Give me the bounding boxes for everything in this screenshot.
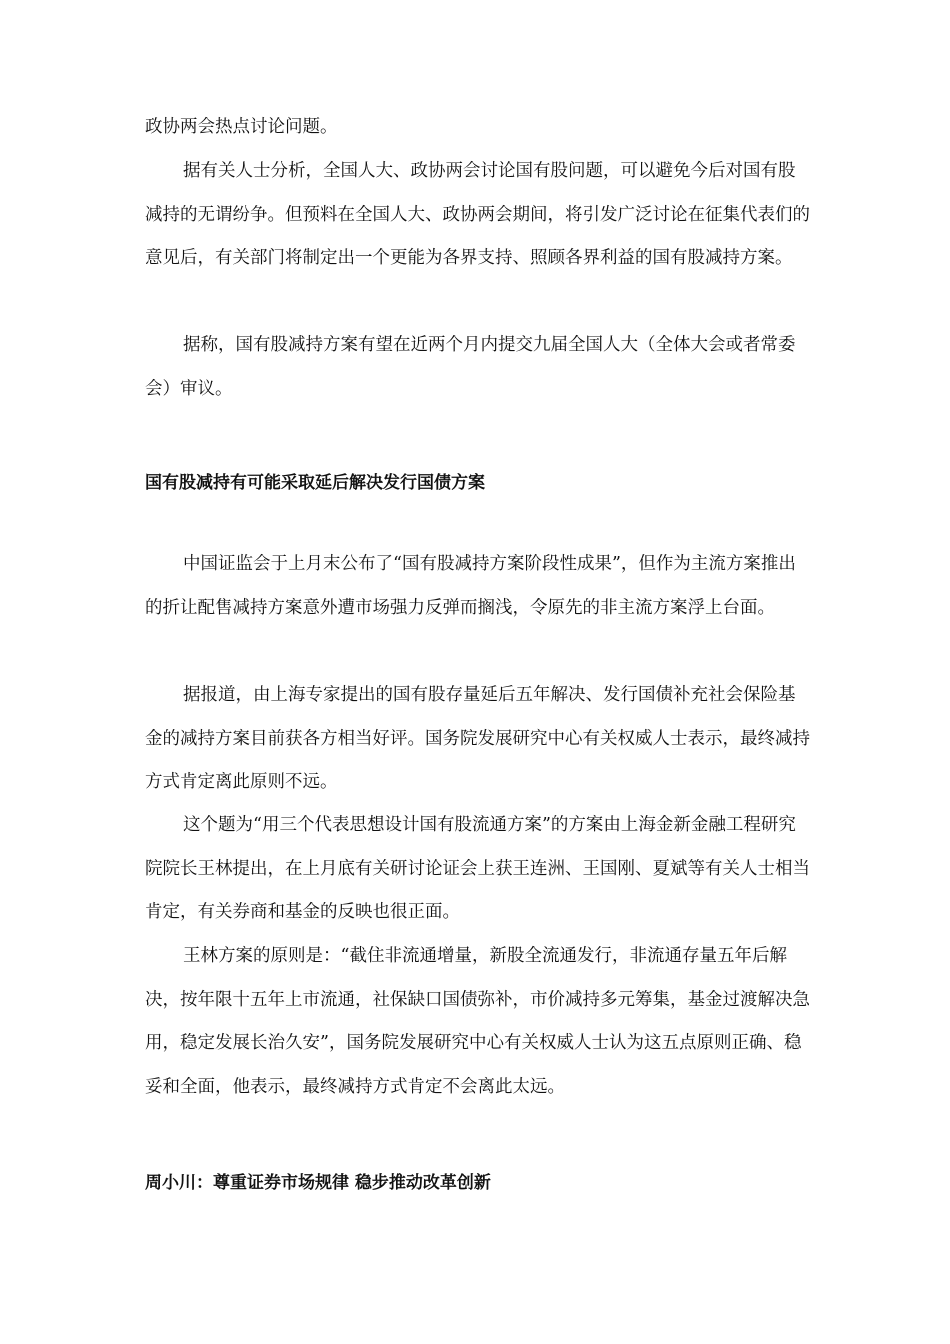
- paragraph-report: 据报道，由上海专家提出的国有股存量延后五年解决、发行国债补充社会保险基金的减持方案目前获各方相当好评。国务院发展研究中心有关权威人士表示，最终减持方式肯定离此原则不远。: [145, 685, 810, 792]
- paragraph-submission: 据称，国有股减持方案有望在近两个月内提交九届全国人大（全体大会或者常委会）审议。: [145, 335, 796, 399]
- paragraph-continuation: 政协两会热点讨论问题。: [145, 117, 338, 137]
- section-heading-1: 国有股减持有可能采取延后解决发行国债方案: [145, 473, 485, 493]
- section-heading-2: 周小川：尊重证券市场规律 稳步推动改革创新: [145, 1173, 491, 1193]
- paragraph-csrc: 中国证监会于上月末公布了“国有股减持方案阶段性成果”，但作为主流方案推出的折让配售减持方案意外遭市场强力反弹而搁浅，令原先的非主流方案浮上台面。: [145, 554, 796, 618]
- paragraph-analysis: 据有关人士分析，全国人大、政协两会讨论国有股问题，可以避免今后对国有股减持的无谓纷争。但预料在全国人大、政协两会期间，将引发广泛讨论在征集代表们的意见后，有关部门将制定出一个更能为各界支持、照顾各界利益的国有股减持方案。: [145, 161, 810, 268]
- paragraph-wanglin-proposal: 这个题为“用三个代表思想设计国有股流通方案”的方案由上海金新金融工程研究院院长王林提出，在上月底有关研讨论证会上获王连洲、王国刚、夏斌等有关人士相当肯定，有关券商和基金的反映也很正面。: [145, 815, 810, 922]
- paragraph-principles: 王林方案的原则是：“截住非流通增量，新股全流通发行，非流通存量五年后解决，按年限十五年上市流通，社保缺口国债弥补，市价减持多元筹集，基金过渡解决急用，稳定发展长治久安”，国务院发展研究中心有关权威人士认为这五点原则正确、稳妥和全面，他表示，最终减持方式肯定不会离此太远。: [145, 946, 810, 1097]
